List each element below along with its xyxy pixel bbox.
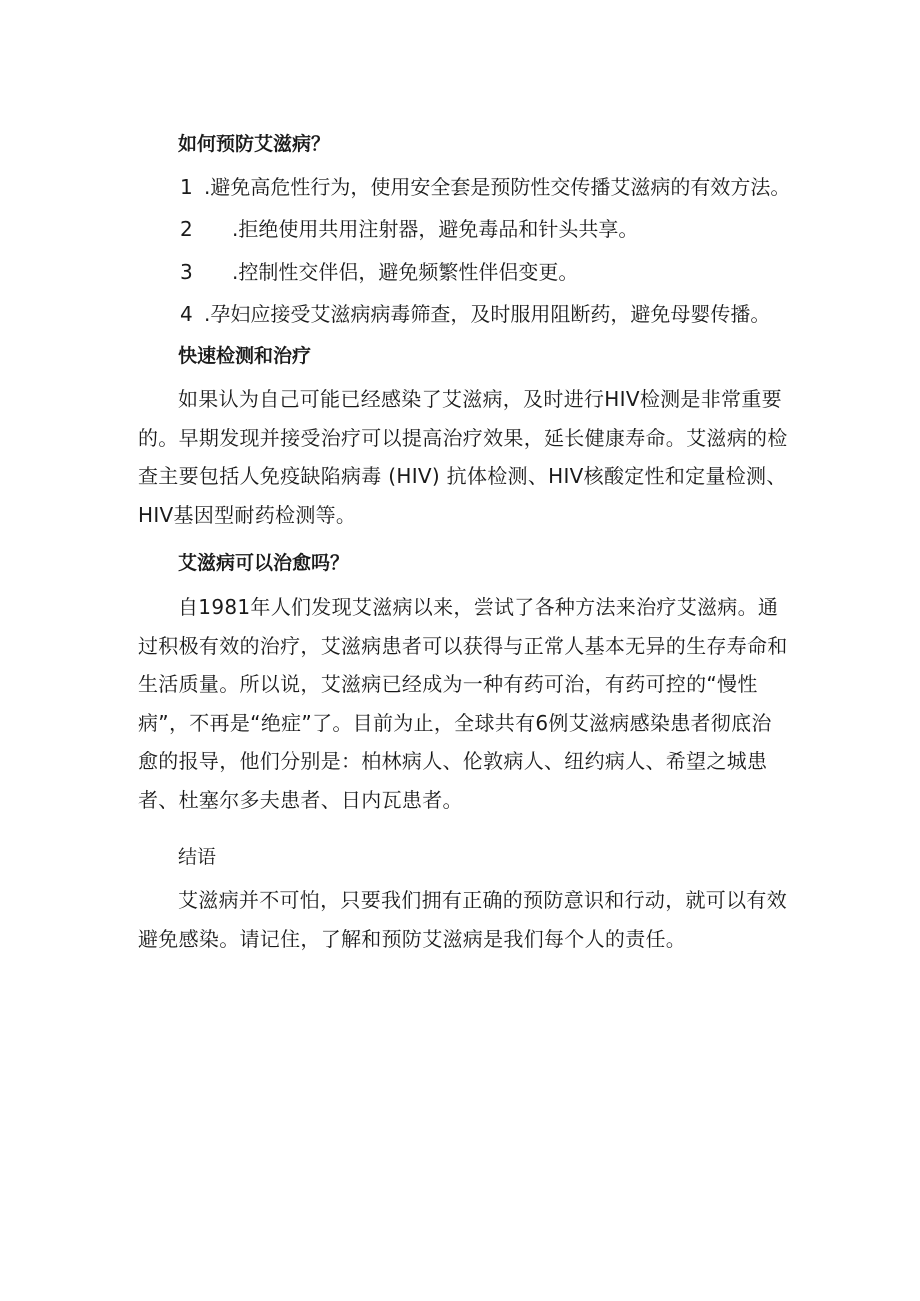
paragraph-cure: 自1981年人们发现艾滋病以来，尝试了各种方法来治疗艾滋病。通过积极有效的治疗，艾滋病患者可以获得与正常人基本无异的生存寿命和生活质量。所以说，艾滋病已经成为一种有药可治，有药可控的“慢性病”，不再是“绝症”了。目前为止，全球共有6例艾滋病感染患者彻底治愈的报导，他们分别是：柏林病人、伦敦病人、纽约病人、希望之城患者、杜塞尔多夫患者、日内瓦患者。	[138, 595, 788, 812]
list-number: 4	[180, 302, 193, 326]
list-item-3	[180, 258, 578, 286]
paragraph-conclusion: 艾滋病并不可怕，只要我们拥有正确的预防意识和行动，就可以有效避免感染。请记住，了解和预防艾滋病是我们每个人的责任。	[138, 888, 787, 951]
heading-cure: 艾滋病可以治愈吗？	[178, 552, 350, 574]
list-text: .避免高危性行为，使用安全套是预防性交传播艾滋病的有效方法。	[204, 175, 791, 199]
list-item-1	[180, 173, 790, 201]
list-number: 3	[180, 260, 193, 284]
heading-prevention: 如何预防艾滋病？	[178, 133, 331, 155]
list-number: 2	[180, 217, 193, 241]
paragraph-testing: 如果认为自己可能已经感染了艾滋病，及时进行HIV检测是非常重要的。早期发现并接受治疗可以提高治疗效果，延长健康寿命。艾滋病的检查主要包括人免疫缺陷病毒 (HIV) 抗体检测、HIV核酸定性和定量检测、HIV基因型耐药检测等。	[138, 387, 788, 527]
list-item-4	[180, 300, 770, 328]
heading-testing: 快速检测和治疗	[178, 345, 312, 367]
list-number: 1	[180, 175, 193, 199]
list-text: .孕妇应接受艾滋病病毒筛查，及时服用阻断药，避免母婴传播。	[204, 302, 771, 326]
list-text: .拒绝使用共用注射器，避免毒品和针头共享。	[232, 217, 639, 241]
list-item-2	[180, 215, 638, 243]
heading-conclusion: 结语	[178, 846, 217, 868]
list-text: .控制性交伴侣，避免频繁性伴侣变更。	[232, 260, 579, 284]
